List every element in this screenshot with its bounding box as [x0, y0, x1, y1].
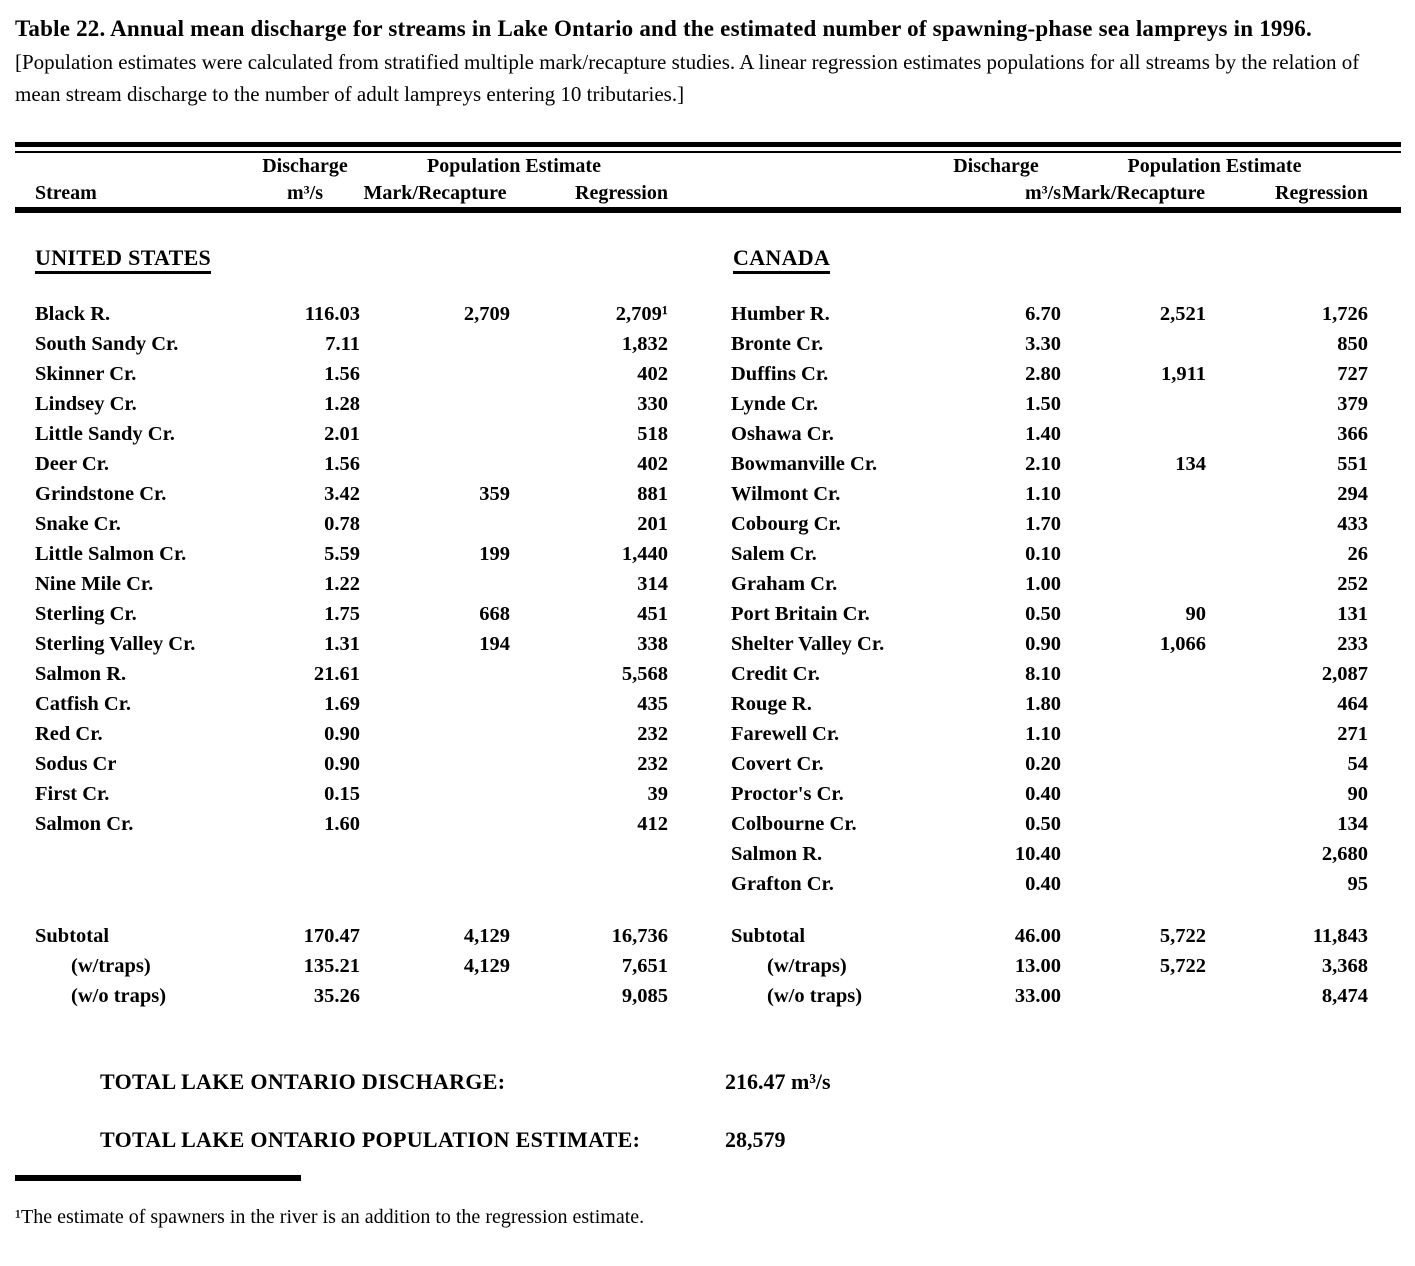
discharge-cell: 1.10 [1025, 483, 1061, 505]
regression-cell: 39 [647, 783, 668, 805]
mark-recapture-cell: 90 [1185, 603, 1206, 625]
regression-cell: 11,843 [1312, 925, 1368, 947]
stream-name-cell: Colbourne Cr. [731, 813, 857, 835]
table-row [723, 749, 1415, 779]
regression-cell: 201 [637, 513, 668, 535]
header-spacer [731, 180, 931, 207]
mark-recapture-cell: 668 [479, 603, 510, 625]
mark-recapture-cell [360, 449, 510, 479]
discharge-cell: 0.20 [1025, 753, 1061, 775]
discharge-cell: 1.10 [1025, 723, 1061, 745]
table-row [723, 539, 1415, 569]
regression-cell: 294 [1337, 483, 1368, 505]
regression-cell: 464 [1337, 693, 1368, 715]
stream-name-cell: Grindstone Cr. [35, 483, 167, 505]
table-row [15, 629, 723, 659]
discharge-cell: 1.22 [324, 573, 360, 595]
stream-name-cell: Duffins Cr. [731, 363, 829, 385]
discharge-cell: 135.21 [303, 955, 360, 977]
regression-cell: 1,832 [621, 333, 668, 355]
discharge-cell: 1.60 [324, 813, 360, 835]
regression-cell: 314 [637, 573, 668, 595]
mark-recapture-cell [1061, 539, 1206, 569]
mark-recapture-cell: 134 [1175, 453, 1206, 475]
stream-name-cell: Sterling Valley Cr. [35, 633, 196, 655]
regression-cell: 518 [637, 423, 668, 445]
stream-name-cell: (w/o traps) [767, 985, 863, 1007]
header-mark-recapture-us: Mark/Recapture [363, 182, 507, 204]
mark-recapture-cell [1061, 329, 1206, 359]
regression-cell: 233 [1337, 633, 1368, 655]
stream-name-cell: Black R. [35, 303, 111, 325]
discharge-cell: 170.47 [303, 925, 360, 947]
header-regression-ca: Regression [1275, 182, 1368, 204]
table-row [723, 689, 1415, 719]
table-row [723, 299, 1415, 329]
header-stream: Stream [35, 182, 97, 204]
header-discharge-us: Discharge [262, 155, 348, 177]
discharge-cell: 1.70 [1025, 513, 1061, 535]
stream-name-cell: (w/o traps) [71, 985, 167, 1007]
regression-cell: 1,440 [621, 543, 668, 565]
discharge-cell: 5.59 [324, 543, 360, 565]
table-row [15, 749, 723, 779]
stream-name-cell: Subtotal [35, 925, 110, 947]
table-row [15, 921, 723, 951]
table-row [723, 419, 1415, 449]
discharge-cell: 1.75 [324, 603, 360, 625]
table-note: [Population estimates were calculated from stratified multiple mark/recapture studies. A linear regression estimates populations for all streams by the relation of mean stream discharge to the number of adult lampreys entering 10 tributaries.] [15, 50, 1360, 106]
regression-cell: 379 [1337, 393, 1368, 415]
header-mark-recapture-ca: Mark/Recapture [1062, 182, 1205, 204]
discharge-cell: 33.00 [1014, 985, 1061, 1007]
stream-name-cell: Humber R. [731, 303, 830, 325]
regression-cell: 433 [1337, 513, 1368, 535]
mark-recapture-cell: 194 [479, 633, 510, 655]
stream-name-cell: Port Britain Cr. [731, 603, 870, 625]
table-row [15, 359, 723, 389]
header-spacer [35, 153, 250, 180]
regression-cell: 7,651 [621, 955, 668, 977]
header-spacer [731, 153, 931, 180]
stream-name-cell: (w/traps) [767, 955, 847, 977]
mark-recapture-cell [360, 329, 510, 359]
discharge-cell: 1.28 [324, 393, 360, 415]
stream-name-cell: Bowmanville Cr. [731, 453, 878, 475]
stream-name-cell: South Sandy Cr. [35, 333, 179, 355]
mark-recapture-cell [1061, 809, 1206, 839]
mark-recapture-cell: 5,722 [1159, 925, 1206, 947]
regression-cell: 1,726 [1321, 303, 1368, 325]
table-row [15, 689, 723, 719]
regression-cell: 134 [1337, 813, 1368, 835]
mark-recapture-cell [360, 719, 510, 749]
mark-recapture-cell: 359 [479, 483, 510, 505]
stream-name-cell: Nine Mile Cr. [35, 573, 154, 595]
mark-recapture-cell [360, 809, 510, 839]
regression-cell: 435 [637, 693, 668, 715]
stream-name-cell: Farewell Cr. [731, 723, 840, 745]
discharge-cell: 1.56 [324, 363, 360, 385]
header-regression-us: Regression [575, 182, 668, 204]
mark-recapture-cell [360, 749, 510, 779]
table-row [723, 629, 1415, 659]
table-row [723, 809, 1415, 839]
regression-cell: 232 [637, 753, 668, 775]
section-united-states: UNITED STATES [35, 245, 211, 274]
mark-recapture-cell [1061, 659, 1206, 689]
table-row [723, 389, 1415, 419]
regression-cell: 3,368 [1321, 955, 1368, 977]
mark-recapture-cell: 2,521 [1159, 303, 1206, 325]
stream-name-cell: Salmon Cr. [35, 813, 134, 835]
discharge-cell: 10.40 [1014, 843, 1061, 865]
table-row [723, 329, 1415, 359]
regression-cell: 90 [1347, 783, 1368, 805]
stream-name-cell: Oshawa Cr. [731, 423, 834, 445]
stream-name-cell: Wilmont Cr. [731, 483, 841, 505]
table-row [15, 479, 723, 509]
discharge-cell: 0.15 [324, 783, 360, 805]
mark-recapture-cell [1061, 479, 1206, 509]
discharge-cell: 1.40 [1025, 423, 1061, 445]
mark-recapture-cell [1061, 869, 1206, 899]
mark-recapture-cell [1061, 569, 1206, 599]
discharge-cell: 0.50 [1025, 603, 1061, 625]
table-row [15, 719, 723, 749]
table-row [723, 509, 1415, 539]
header-unit-us: m³/s [287, 182, 323, 204]
stream-name-cell: Sterling Cr. [35, 603, 137, 625]
table-row [15, 569, 723, 599]
stream-name-cell: Shelter Valley Cr. [731, 633, 885, 655]
table-row [723, 599, 1415, 629]
stream-name-cell: Credit Cr. [731, 663, 820, 685]
top-rule [15, 142, 1401, 153]
table-row [15, 509, 723, 539]
stream-name-cell: Bronte Cr. [731, 333, 824, 355]
discharge-cell: 0.90 [1025, 633, 1061, 655]
stream-name-cell: Skinner Cr. [35, 363, 137, 385]
mark-recapture-cell [360, 359, 510, 389]
stream-name-cell: (w/traps) [71, 955, 151, 977]
discharge-cell: 0.40 [1025, 783, 1061, 805]
regression-cell: 271 [1337, 723, 1368, 745]
canada-subtotal [723, 921, 1415, 1011]
regression-cell: 727 [1337, 363, 1368, 385]
mark-recapture-cell [1061, 389, 1206, 419]
discharge-cell: 0.50 [1025, 813, 1061, 835]
table-row [723, 869, 1415, 899]
total-discharge-value: 216.47 m³/s [725, 1069, 831, 1094]
total-discharge-label: TOTAL LAKE ONTARIO DISCHARGE: [100, 1069, 506, 1094]
table-row [15, 449, 723, 479]
stream-name-cell: Covert Cr. [731, 753, 824, 775]
footnote: ¹The estimate of spawners in the river is an addition to the regression estimate. [15, 1206, 645, 1228]
discharge-cell: 13.00 [1014, 955, 1061, 977]
mark-recapture-cell [360, 981, 510, 1011]
header-population-estimate-ca: Population Estimate [1127, 155, 1302, 177]
stream-name-cell: Cobourg Cr. [731, 513, 841, 535]
discharge-cell: 116.03 [304, 303, 360, 325]
footnote-rule [15, 1175, 301, 1181]
mark-recapture-cell [360, 569, 510, 599]
table-row [15, 809, 723, 839]
stream-name-cell: Sodus Cr [35, 753, 117, 775]
regression-cell: 402 [637, 453, 668, 475]
stream-name-cell: Graham Cr. [731, 573, 838, 595]
table-row [723, 839, 1415, 869]
table-row [723, 779, 1415, 809]
regression-cell: 95 [1347, 873, 1368, 895]
discharge-cell: 46.00 [1014, 925, 1061, 947]
table-row [723, 951, 1415, 981]
regression-cell: 8,474 [1321, 985, 1368, 1007]
regression-cell: 5,568 [621, 663, 668, 685]
discharge-cell: 0.78 [324, 513, 360, 535]
regression-cell: 881 [637, 483, 668, 505]
table-row [15, 389, 723, 419]
discharge-cell: 3.42 [324, 483, 360, 505]
table-row [15, 951, 723, 981]
table-row [15, 329, 723, 359]
regression-cell: 2,087 [1321, 663, 1368, 685]
totals-block [15, 1067, 1401, 1155]
mark-recapture-cell: 2,709 [463, 303, 510, 325]
table-row [723, 719, 1415, 749]
stream-name-cell: Red Cr. [35, 723, 103, 745]
stream-name-cell: Lindsey Cr. [35, 393, 137, 415]
stream-name-cell: Little Salmon Cr. [35, 543, 187, 565]
stream-name-cell: Grafton Cr. [731, 873, 834, 895]
discharge-cell: 35.26 [313, 985, 360, 1007]
stream-name-cell: Subtotal [731, 925, 806, 947]
stream-name-cell: Salem Cr. [731, 543, 817, 565]
header-population-estimate-us: Population Estimate [427, 155, 601, 177]
regression-cell: 451 [637, 603, 668, 625]
table-row [15, 419, 723, 449]
mark-recapture-cell [1061, 981, 1206, 1011]
table-header [15, 142, 1401, 213]
mark-recapture-cell [1061, 509, 1206, 539]
discharge-cell: 3.30 [1025, 333, 1061, 355]
mark-recapture-cell: 4,129 [463, 955, 510, 977]
regression-cell: 402 [637, 363, 668, 385]
mark-recapture-cell [1061, 839, 1206, 869]
united-states-rows [15, 299, 723, 899]
discharge-cell: 1.56 [324, 453, 360, 475]
regression-cell: 2,680 [1321, 843, 1368, 865]
mark-recapture-cell: 1,066 [1159, 633, 1206, 655]
total-population-label: TOTAL LAKE ONTARIO POPULATION ESTIMATE: [100, 1127, 641, 1152]
regression-cell: 54 [1347, 753, 1368, 775]
section-canada: CANADA [733, 245, 830, 274]
mark-recapture-cell: 199 [479, 543, 510, 565]
discharge-cell: 0.90 [324, 723, 360, 745]
mark-recapture-cell [360, 689, 510, 719]
mark-recapture-cell [1061, 689, 1206, 719]
table-row [15, 299, 723, 329]
header-discharge-ca: Discharge [953, 155, 1039, 177]
table-row [723, 449, 1415, 479]
discharge-cell: 1.69 [324, 693, 360, 715]
mark-recapture-cell [360, 419, 510, 449]
discharge-cell: 8.10 [1025, 663, 1061, 685]
mark-recapture-cell [360, 509, 510, 539]
discharge-cell: 1.80 [1025, 693, 1061, 715]
regression-cell: 252 [1337, 573, 1368, 595]
mark-recapture-cell [1061, 749, 1206, 779]
regression-cell: 850 [1337, 333, 1368, 355]
discharge-cell: 1.00 [1025, 573, 1061, 595]
discharge-cell: 21.61 [313, 663, 360, 685]
regression-cell: 232 [637, 723, 668, 745]
united-states-table [15, 299, 723, 1011]
table-title: Table 22. Annual mean discharge for streams in Lake Ontario and the estimated number of spawning-phase sea lampreys in 1996. [15, 16, 1312, 41]
mark-recapture-cell: 1,911 [1161, 363, 1206, 385]
total-population-value: 28,579 [725, 1127, 786, 1152]
table-row [15, 539, 723, 569]
regression-cell: 338 [637, 633, 668, 655]
header-unit-ca: m³/s [1025, 182, 1061, 204]
table-row [723, 659, 1415, 689]
discharge-cell: 1.50 [1025, 393, 1061, 415]
stream-name-cell: Little Sandy Cr. [35, 423, 175, 445]
table-row [723, 359, 1415, 389]
regression-cell: 330 [637, 393, 668, 415]
stream-name-cell: Lynde Cr. [731, 393, 818, 415]
discharge-cell: 2.01 [324, 423, 360, 445]
discharge-cell: 0.90 [324, 753, 360, 775]
stream-name-cell: Snake Cr. [35, 513, 121, 535]
regression-cell: 9,085 [621, 985, 668, 1007]
discharge-cell: 2.10 [1025, 453, 1061, 475]
table-row [723, 569, 1415, 599]
stream-name-cell: Proctor's Cr. [731, 783, 844, 805]
stream-name-cell: Salmon R. [731, 843, 823, 865]
regression-cell: 2,709¹ [615, 303, 668, 325]
discharge-cell: 1.31 [324, 633, 360, 655]
discharge-cell: 0.40 [1025, 873, 1061, 895]
mark-recapture-cell [1061, 779, 1206, 809]
regression-cell: 412 [637, 813, 668, 835]
header-bottom-rule [15, 207, 1401, 213]
table-row [723, 981, 1415, 1011]
regression-cell: 16,736 [611, 925, 668, 947]
table-row [723, 921, 1415, 951]
mark-recapture-cell: 5,722 [1159, 955, 1206, 977]
discharge-cell: 2.80 [1025, 363, 1061, 385]
stream-name-cell: Catfish Cr. [35, 693, 132, 715]
table-row [15, 779, 723, 809]
mark-recapture-cell [1061, 419, 1206, 449]
stream-name-cell: Deer Cr. [35, 453, 110, 475]
united-states-subtotal [15, 921, 723, 1011]
table-row [15, 599, 723, 629]
regression-cell: 131 [1337, 603, 1368, 625]
stream-name-cell: First Cr. [35, 783, 110, 805]
table-row [723, 479, 1415, 509]
stream-name-cell: Salmon R. [35, 663, 127, 685]
regression-cell: 26 [1347, 543, 1368, 565]
discharge-cell: 6.70 [1025, 303, 1061, 325]
stream-name-cell: Rouge R. [731, 693, 812, 715]
canada-rows [723, 299, 1415, 899]
mark-recapture-cell [360, 389, 510, 419]
mark-recapture-cell: 4,129 [463, 925, 510, 947]
discharge-cell: 7.11 [325, 333, 360, 355]
regression-cell: 366 [1337, 423, 1368, 445]
canada-table [723, 299, 1415, 1011]
table-row [15, 659, 723, 689]
mark-recapture-cell [360, 779, 510, 809]
table-row [15, 981, 723, 1011]
regression-cell: 551 [1337, 453, 1368, 475]
mark-recapture-cell [360, 659, 510, 689]
mark-recapture-cell [1061, 719, 1206, 749]
discharge-cell: 0.10 [1025, 543, 1061, 565]
